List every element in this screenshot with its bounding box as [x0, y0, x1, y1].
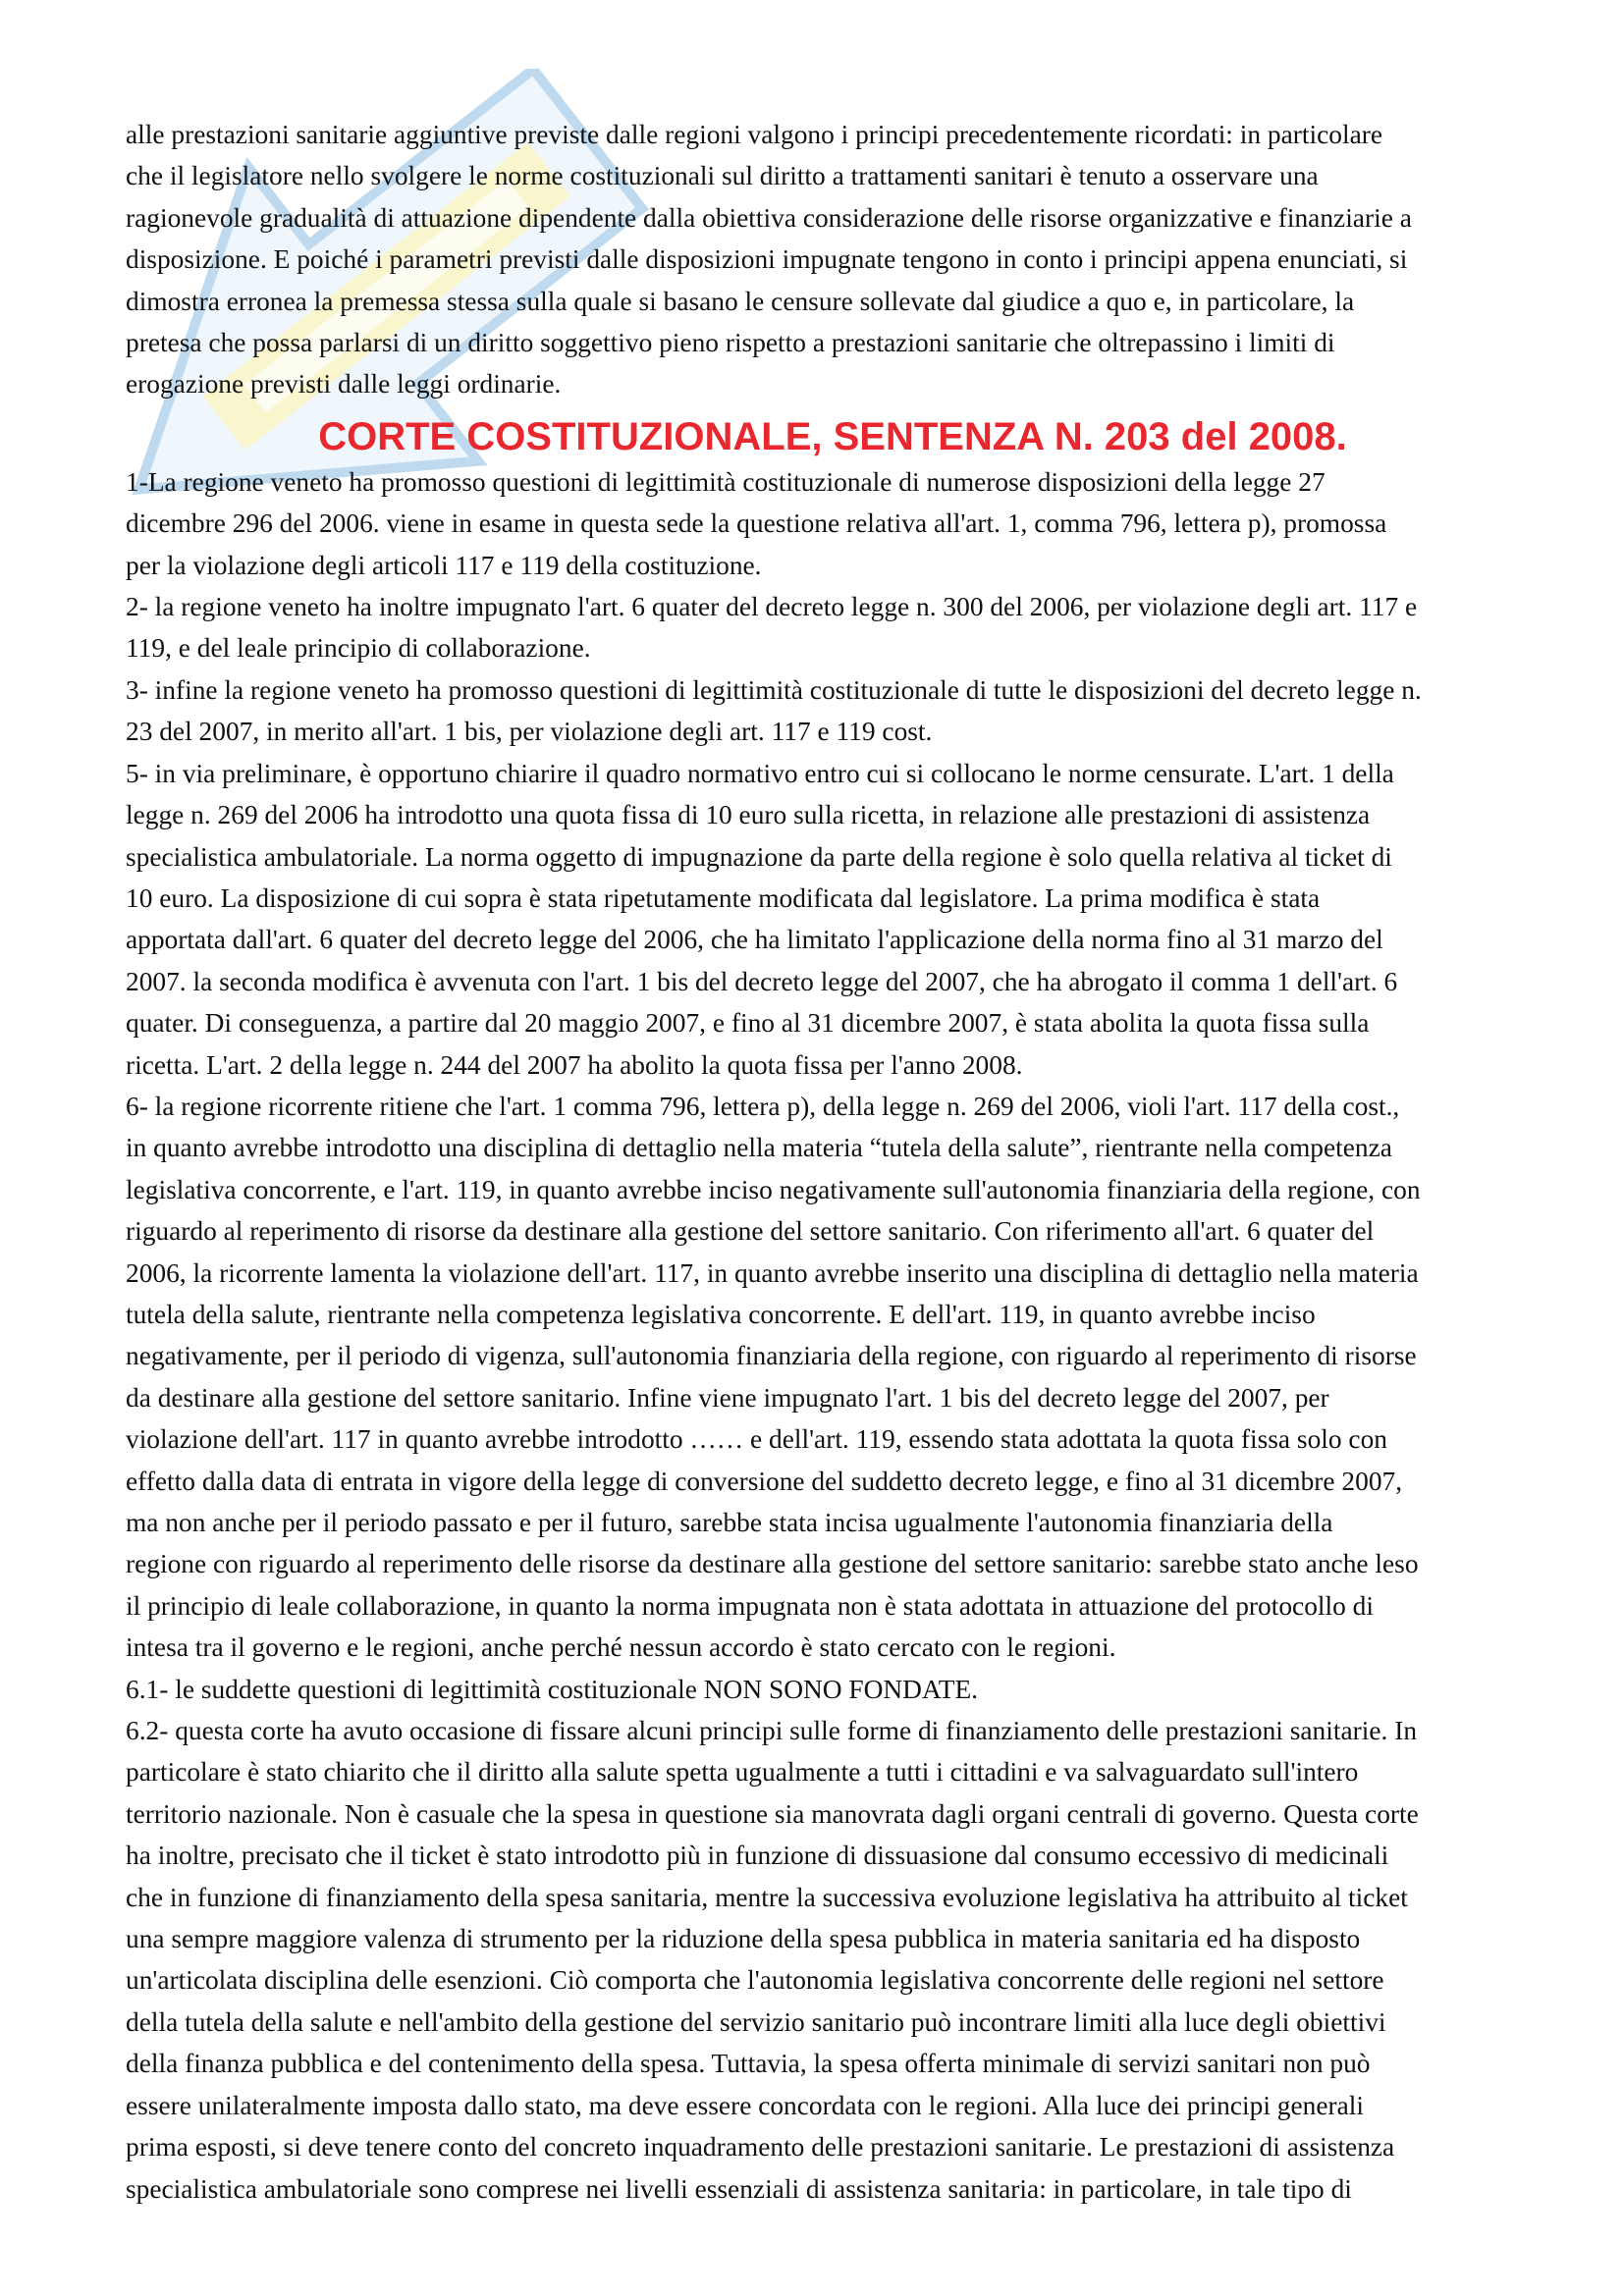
paragraph-line: dicembre 296 del 2006. viene in esame in questa sede la questione relativa all'art. 1, comma 796, lettera p), promossa — [126, 508, 1387, 539]
paragraph-line: tutela della salute, rientrante nella competenza legislativa concorrente. E dell'art. 119, in quanto avrebbe inciso — [126, 1299, 1316, 1329]
paragraph-line: della tutela della salute e nell'ambito della gestione del servizio sanitario può incontrare limiti alla luce degli obiettivi — [126, 2006, 1386, 2037]
paragraph-line: 6- la regione ricorrente ritiene che l'art. 1 comma 796, lettera p), della legge n. 269 del 2006, violi l'art. 117 della cost., — [126, 1091, 1400, 1121]
paragraph-line: riguardo al reperimento di risorse da destinare alla gestione del settore sanitario. Con riferimento all'art. 6 quater del — [126, 1216, 1375, 1247]
paragraph-line: 2- la regione veneto ha inoltre impugnato l'art. 6 quater del decreto legge n. 300 del 2006, per violazione degli art. 117 e — [126, 592, 1418, 622]
paragraph-line: apportata dall'art. 6 quater del decreto legge del 2006, che ha limitato l'applicazione della norma fino al 31 marzo del — [126, 925, 1383, 955]
paragraph-line: prima esposti, si deve tenere conto del concreto inquadramento delle prestazioni sanitarie. Le prestazioni di assistenza — [126, 2132, 1395, 2163]
paragraph-line: disposizione. E poiché i parametri previsti dalle disposizioni impugnate tengono in conto i principi appena enunciati, si — [126, 244, 1408, 275]
paragraph-line: della finanza pubblica e del contenimento della spesa. Tuttavia, la spesa offerta minimale di servizi sanitari non può — [126, 2049, 1371, 2079]
paragraph-line: negativamente, per il periodo di vigenza, sull'autonomia finanziaria della regione, con riguardo al reperimento di risorse — [126, 1341, 1417, 1371]
paragraph-line: un'articolata disciplina delle esenzioni. Ciò comporta che l'autonomia legislativa concorrente delle regioni nel settore — [126, 1965, 1384, 1996]
paragraph-line: intesa tra il governo e le regioni, anche perché nessun accordo è stato cercato con le regioni. — [126, 1632, 1116, 1663]
section-heading: CORTE COSTITUZIONALE, SENTENZA N. 203 del 2008. — [318, 414, 1347, 458]
paragraph-line: dimostra erronea la premessa stessa sulla quale si basano le censure sollevate dal giudice a quo e, in particolare, la — [126, 286, 1355, 316]
paragraph-line: 10 euro. La disposizione di cui sopra è stata ripetutamente modificata dal legislatore. La prima modifica è stata — [126, 882, 1321, 913]
paragraph-line: che in funzione di finanziamento della spesa sanitaria, mentre la successiva evoluzione legislativa ha attribuito al ticket — [126, 1882, 1408, 1912]
paragraph-line: per la violazione degli articoli 117 e 119 della costituzione. — [126, 550, 762, 580]
paragraph-line: in quanto avrebbe introdotto una disciplina di dettaglio nella materia “tutela della salute”, rientrante nella competenza — [126, 1133, 1392, 1163]
paragraph-line: da destinare alla gestione del settore sanitario. Infine viene impugnato l'art. 1 bis del decreto legge del 2007, per — [126, 1382, 1329, 1413]
paragraph-line: 119, e del leale principio di collaborazione. — [126, 633, 591, 664]
paragraph-line: legge n. 269 del 2006 ha introdotto una quota fissa di 10 euro sulla ricetta, in relazione alle prestazioni di assistenza — [126, 800, 1371, 830]
paragraph-line: 6.2- questa corte ha avuto occasione di fissare alcuni principi sulle forme di finanziamento delle prestazioni sanitarie. In — [126, 1716, 1418, 1746]
paragraph-line: regione con riguardo al reperimento delle risorse da destinare alla gestione del settore sanitario: sarebbe stato anche leso — [126, 1549, 1419, 1579]
paragraph-line: territorio nazionale. Non è casuale che la spesa in questione sia manovrata dagli organi centrali di governo. Questa corte — [126, 1798, 1419, 1829]
paragraph-line: 6.1- le suddette questioni di legittimità costituzionale NON SONO FONDATE. — [126, 1674, 979, 1704]
paragraph-line: 2007. la seconda modifica è avvenuta con l'art. 1 bis del decreto legge del 2007, che ha abrogato il comma 1 dell'art. 6 — [126, 966, 1398, 996]
paragraph-line: specialistica ambulatoriale. La norma oggetto di impugnazione da parte della regione è solo quella relativa al ticket di — [126, 841, 1392, 872]
paragraph-line: 3- infine la regione veneto ha promosso questioni di legittimità costituzionale di tutte le disposizioni del decreto legge n. — [126, 674, 1422, 705]
paragraph-line: che il legislatore nello svolgere le norme costituzionali sul diritto a trattamenti sanitari è tenuto a osservare una — [126, 161, 1319, 191]
paragraph-line: 1-La regione veneto ha promosso questioni di legittimità costituzionale di numerose disposizioni della legge 27 — [126, 466, 1325, 497]
paragraph-line: alle prestazioni sanitarie aggiuntive previste dalle regioni valgono i principi precedentemente ricordati: in particolare — [126, 120, 1383, 149]
paragraph-line: ha inoltre, precisato che il ticket è stato introdotto più in funzione di dissuasione dal consumo eccessivo di medicinali — [126, 1841, 1389, 1871]
paragraph-line: 23 del 2007, in merito all'art. 1 bis, per violazione degli art. 117 e 119 cost. — [126, 717, 933, 747]
paragraph-line: particolare è stato chiarito che il diritto alla salute spetta ugualmente a tutti i cittadini e va salvaguardato sull'intero — [126, 1757, 1359, 1788]
paragraph-line: violazione dell'art. 117 in quanto avrebbe introdotto …… e dell'art. 119, essendo stata adottata la quota fissa solo con — [126, 1424, 1387, 1455]
paragraph-line: legislativa concorrente, e l'art. 119, in quanto avrebbe inciso negativamente sull'autonomia finanziaria della regione, con — [126, 1174, 1421, 1204]
paragraph-line: quater. Di conseguenza, a partire dal 20 maggio 2007, e fino al 31 dicembre 2007, è stata abolita la quota fissa sulla — [126, 1008, 1370, 1039]
paragraph-line: ma non anche per il periodo passato e per il futuro, sarebbe stata incisa ugualmente l'autonomia finanziaria della — [126, 1508, 1333, 1537]
paragraph-line: 2006, la ricorrente lamenta la violazione dell'art. 117, in quanto avrebbe inserito una disciplina di dettaglio nella materia — [126, 1257, 1419, 1288]
paragraph-line: pretesa che possa parlarsi di un diritto soggettivo pieno rispetto a prestazioni sanitarie che oltrepassino i limiti di — [126, 328, 1335, 358]
paragraph-line: una sempre maggiore valenza di strumento per la riduzione della spesa pubblica in materia sanitaria ed ha disposto — [126, 1924, 1361, 1954]
document-body — [126, 114, 1540, 2210]
paragraph-line: erogazione previsti dalle leggi ordinarie. — [126, 369, 562, 400]
paragraph-line: specialistica ambulatoriale sono comprese nei livelli essenziali di assistenza sanitaria: in particolare, in tale tipo di — [126, 2173, 1352, 2204]
paragraph-line: effetto dalla data di entrata in vigore della legge di conversione del suddetto decreto legge, e fino al 31 dicembre 2007, — [126, 1466, 1403, 1496]
paragraph-line: il principio di leale collaborazione, in quanto la norma impugnata non è stata adottata in attuazione del protocollo di — [126, 1590, 1374, 1621]
paragraph-line: essere unilateralmente imposta dallo stato, ma deve essere concordata con le regioni. Alla luce dei principi generali — [126, 2090, 1364, 2120]
paragraph-line: ragionevole gradualità di attuazione dipendente dalla obiettiva considerazione delle risorse organizzative e finanziarie a — [126, 202, 1412, 233]
paragraph-line: ricetta. L'art. 2 della legge n. 244 del 2007 ha abolito la quota fissa per l'anno 2008. — [126, 1049, 1023, 1080]
paragraph-line: 5- in via preliminare, è opportuno chiarire il quadro normativo entro cui si collocano le norme censurate. L'art. 1 della — [126, 758, 1394, 788]
